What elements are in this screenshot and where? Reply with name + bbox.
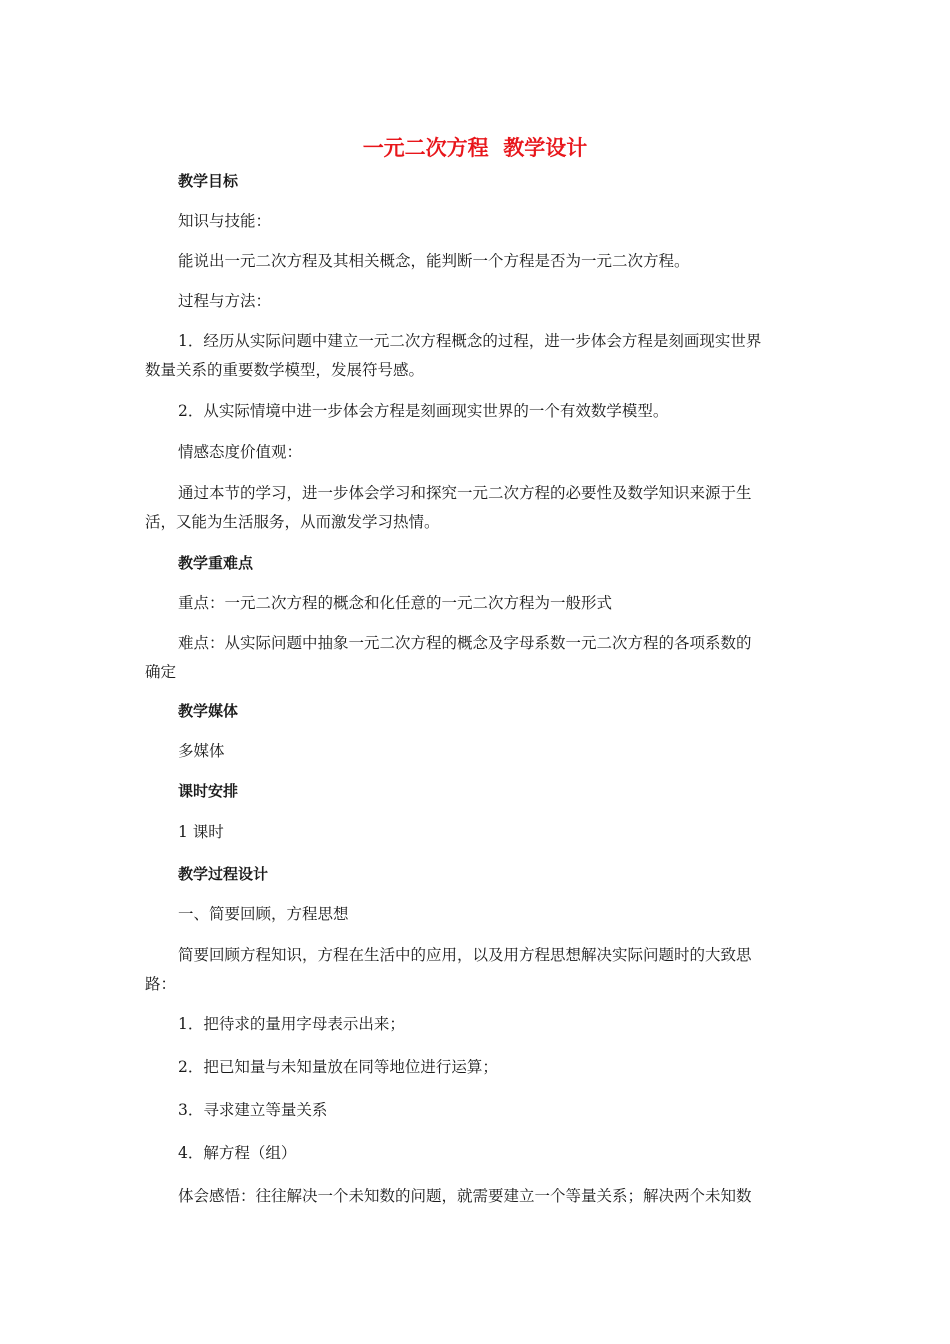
label-process-method: 过程与方法： bbox=[178, 292, 272, 310]
heading-key-difficult: 教学重难点 bbox=[178, 554, 254, 572]
paragraph-process-1-line1: 1．经历从实际问题中建立一元二次方程概念的过程，进一步体会方程是刻画现实世界 bbox=[178, 332, 762, 350]
paragraph-difficult-line1: 难点：从实际问题中抽象一元二次方程的概念及字母系数一元二次方程的各项系数的 bbox=[178, 634, 752, 652]
label-knowledge-skills: 知识与技能： bbox=[178, 212, 272, 230]
heading-teaching-goals: 教学目标 bbox=[178, 172, 239, 190]
paragraph-emotion-line2: 活，又能为生活服务，从而激发学习热情。 bbox=[145, 513, 440, 531]
paragraph-process-1-line2: 数量关系的重要数学模型，发展符号感。 bbox=[145, 361, 425, 379]
paragraph-step1-line1: 简要回顾方程知识，方程在生活中的应用，以及用方程思想解决实际问题时的大致思 bbox=[178, 946, 752, 964]
paragraph-difficult-line2: 确定 bbox=[145, 663, 177, 681]
heading-teaching-media: 教学媒体 bbox=[178, 702, 239, 720]
paragraph-schedule: 1 课时 bbox=[178, 823, 224, 841]
paragraph-emotion-line1: 通过本节的学习，进一步体会学习和探究一元二次方程的必要性及数学知识来源于生 bbox=[178, 484, 752, 502]
paragraph-process-2: 2．从实际情境中进一步体会方程是刻画现实世界的一个有效数学模型。 bbox=[178, 402, 669, 420]
paragraph-knowledge: 能说出一元二次方程及其相关概念，能判断一个方程是否为一元二次方程。 bbox=[178, 252, 690, 270]
paragraph-step1-line2: 路： bbox=[145, 975, 177, 993]
paragraph-key-point: 重点：一元二次方程的概念和化任意的一元二次方程为一般形式 bbox=[178, 594, 613, 612]
list-item-3: 3．寻求建立等量关系 bbox=[178, 1101, 328, 1119]
page-title: 一元二次方程 教学设计 bbox=[362, 135, 588, 160]
paragraph-media: 多媒体 bbox=[178, 742, 225, 760]
list-item-2: 2．把已知量与未知量放在同等地位进行运算； bbox=[178, 1058, 498, 1076]
label-emotion-values: 情感态度价值观： bbox=[178, 443, 303, 461]
list-item-1: 1．把待求的量用字母表示出来； bbox=[178, 1015, 405, 1033]
heading-process-design: 教学过程设计 bbox=[178, 865, 269, 883]
paragraph-insight: 体会感悟：往往解决一个未知数的问题，就需要建立一个等量关系；解决两个未知数 bbox=[178, 1187, 752, 1205]
list-item-4: 4．解方程（组） bbox=[178, 1144, 297, 1162]
step1-title: 一、简要回顾，方程思想 bbox=[178, 905, 349, 923]
heading-schedule: 课时安排 bbox=[178, 782, 239, 800]
